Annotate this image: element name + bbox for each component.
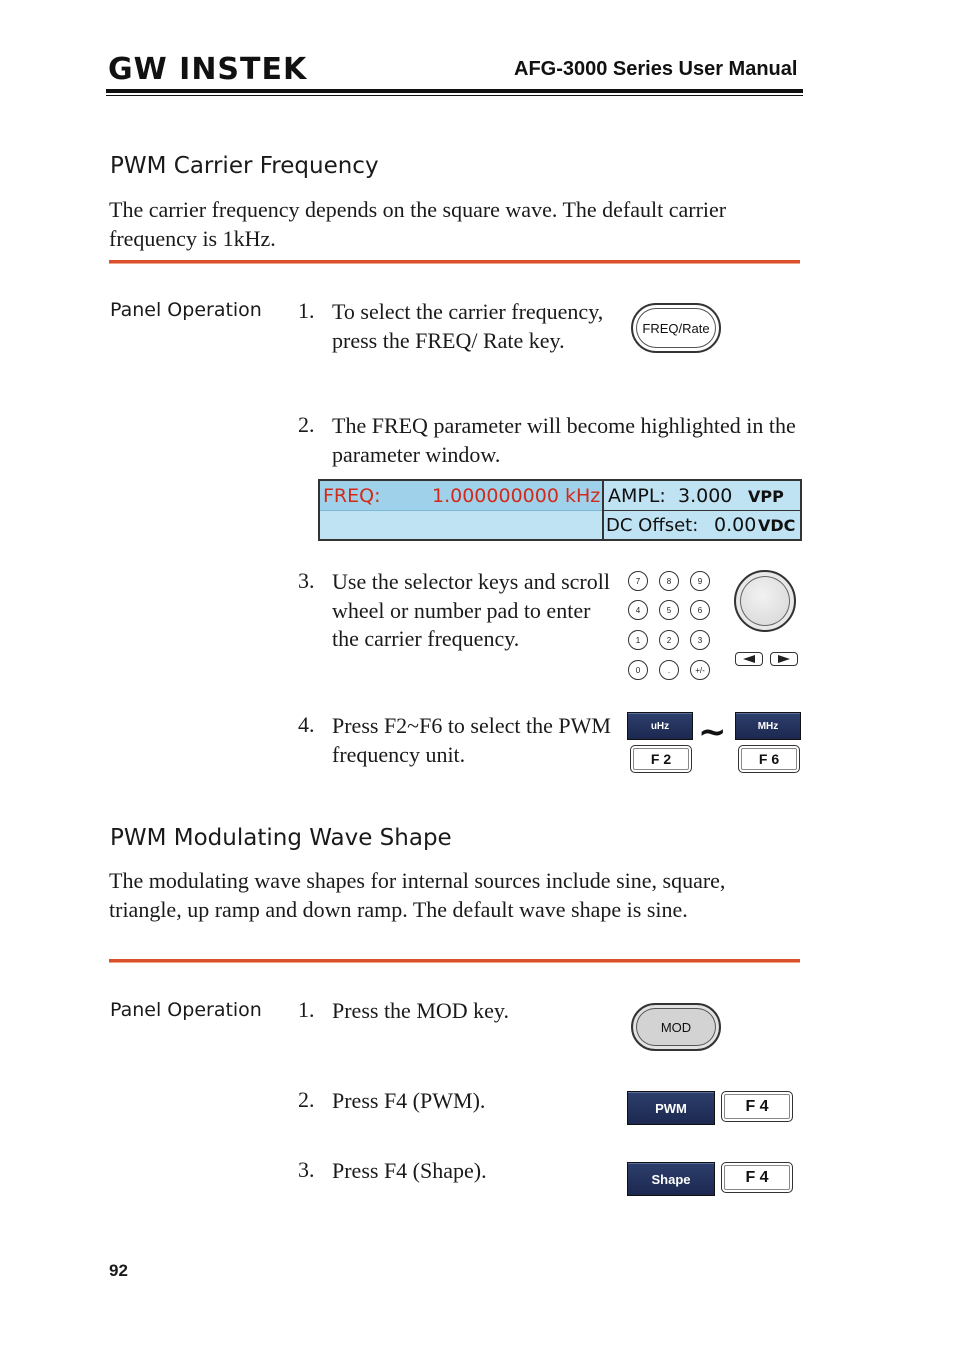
key-4[interactable]: 4 (628, 600, 648, 620)
f4-key-pwm[interactable]: F 4 (721, 1091, 793, 1122)
dc-offset-unit: VDC (758, 515, 796, 535)
shape-softkey-label: Shape (627, 1162, 715, 1196)
panel-operation-label: Panel Operation (110, 299, 262, 321)
step-number: 2. (298, 1087, 315, 1112)
freq-rate-key[interactable]: FREQ/Rate (631, 303, 721, 353)
dc-offset-label: DC Offset: (606, 514, 699, 536)
right-arrow-icon (778, 655, 790, 663)
lcd-divider-h (604, 510, 800, 511)
pwm-softkey-label: PWM (627, 1091, 715, 1125)
step-text: Press F4 (Shape). (332, 1158, 487, 1183)
step-text: Press the MOD key. (332, 998, 509, 1023)
freq-label: FREQ: (323, 485, 381, 507)
key-5[interactable]: 5 (659, 600, 679, 620)
f4-key-shape[interactable]: F 4 (721, 1162, 793, 1193)
key-3[interactable]: 3 (690, 630, 710, 650)
panel-operation-label: Panel Operation (110, 999, 262, 1021)
header-rule-thin (106, 95, 803, 96)
step-number: 3. (298, 1157, 315, 1182)
mod-key[interactable]: MOD (631, 1003, 721, 1051)
key-0[interactable]: 0 (628, 660, 648, 680)
manual-title: AFG-3000 Series User Manual (514, 58, 798, 80)
key-dot[interactable]: . (659, 660, 679, 680)
key-1[interactable]: 1 (628, 630, 648, 650)
step-number: 4. (298, 712, 315, 737)
step-text: To select the carrier frequency, press the FREQ/ Rate key. (332, 299, 604, 353)
number-pad (626, 569, 726, 684)
step-text: Press F2~F6 to select the PWM frequency unit. (332, 713, 611, 767)
freq-value: 1.000000000 kHz (432, 485, 601, 507)
gw-instek-logo: GW INSTEK (108, 52, 308, 87)
parameter-window-display (318, 479, 802, 541)
range-tilde: ~ (698, 712, 727, 752)
step-number: 1. (298, 298, 315, 323)
uhz-softkey-label: uHz (627, 712, 693, 740)
key-plus-minus[interactable]: +/- (690, 660, 710, 680)
step-text: Press F4 (PWM). (332, 1088, 486, 1113)
left-arrow-key[interactable] (735, 652, 763, 666)
ampl-label: AMPL: (608, 485, 666, 507)
ampl-value: 3.000 (678, 485, 733, 507)
step-number: 2. (298, 412, 315, 437)
page-number: 92 (109, 1261, 128, 1280)
section-divider (109, 959, 800, 962)
f2-key[interactable]: F 2 (630, 745, 692, 773)
dc-offset-value: 0.00 (714, 514, 757, 536)
key-6[interactable]: 6 (690, 600, 710, 620)
header-rule (106, 89, 803, 93)
section-intro-carrier: The carrier frequency depends on the square wave. The default carrier frequency is 1kHz. (109, 197, 727, 251)
key-2[interactable]: 2 (659, 630, 679, 650)
step-text: The FREQ parameter will become highlighted in the parameter window. (332, 413, 796, 467)
section-title-pwm-modulating-wave-shape: PWM Modulating Wave Shape (110, 825, 452, 851)
section-divider (109, 260, 800, 263)
right-arrow-key[interactable] (770, 652, 798, 666)
lcd-divider-h-left (320, 510, 602, 511)
step-number: 1. (298, 997, 315, 1022)
section-title-pwm-carrier-frequency: PWM Carrier Frequency (110, 153, 379, 179)
left-arrow-icon (743, 655, 755, 663)
ampl-unit: VPP (748, 486, 784, 506)
scroll-wheel-icon[interactable] (734, 570, 796, 632)
section-intro-wave-shape: The modulating wave shapes for internal sources include sine, square, triangle, up ramp and down ramp. The default wave shape is sine. (109, 868, 726, 922)
step-text: Use the selector keys and scroll wheel or number pad to enter the carrier frequency. (332, 569, 610, 651)
mhz-softkey-label: MHz (735, 712, 801, 740)
f6-key[interactable]: F 6 (738, 745, 800, 773)
key-9[interactable]: 9 (690, 571, 710, 591)
step-number: 3. (298, 568, 315, 593)
key-7[interactable]: 7 (628, 571, 648, 591)
key-8[interactable]: 8 (659, 571, 679, 591)
